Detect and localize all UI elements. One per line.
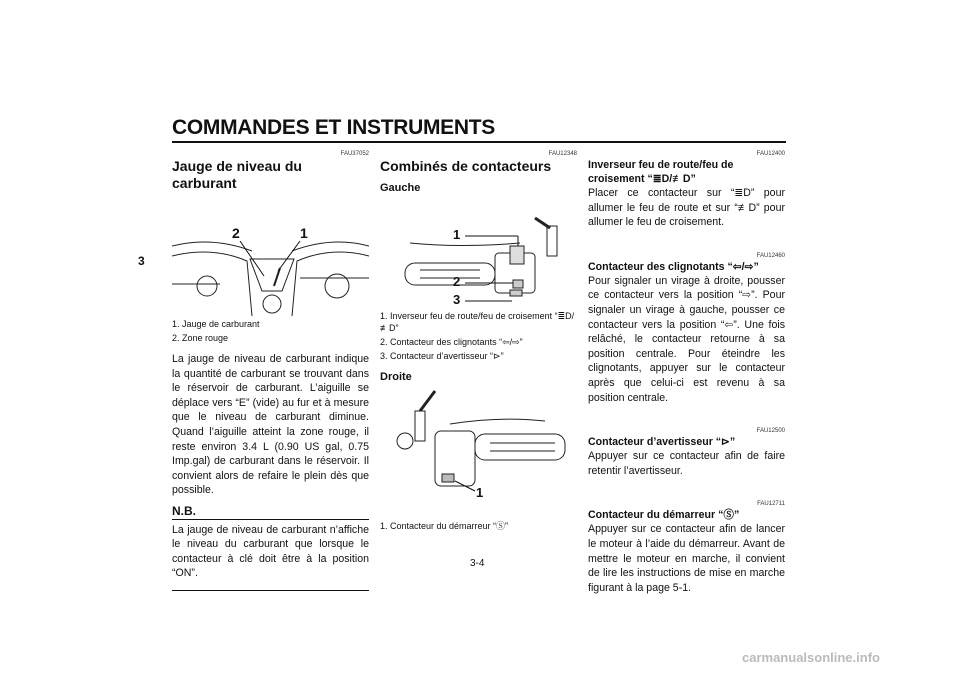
- title-rule: [172, 141, 786, 143]
- left-handlebar-figure: [380, 198, 577, 308]
- caption: 2. Zone rouge: [172, 333, 229, 343]
- section-code: FAU12500: [756, 428, 785, 435]
- body-text: Appuyer sur ce contacteur afin de faire retentir l’avertisseur.: [588, 450, 785, 477]
- nb-end-rule: [172, 590, 369, 591]
- subheading-right: Droite: [380, 370, 412, 383]
- caption: 1. Jauge de carburant: [172, 319, 260, 329]
- left-column: [172, 150, 369, 591]
- section-code: FAU37052: [340, 151, 369, 157]
- nb-heading: [172, 504, 369, 520]
- section-high-low-beam: [588, 150, 785, 230]
- page-title: COMMANDES ET INSTRUMENTS: [172, 116, 495, 139]
- middle-column: [380, 150, 577, 534]
- callout-1: 1: [300, 225, 308, 241]
- callout-1: 1: [476, 485, 484, 501]
- callout-3: 3: [453, 291, 461, 307]
- fuel-gauge-figure: [172, 196, 369, 316]
- subheading-left: Gauche: [380, 182, 421, 194]
- section-heading: Contacteur du démarreur “Ⓢ”: [588, 509, 740, 522]
- section-turn-signal: [588, 252, 785, 405]
- section-code: FAU12348: [548, 151, 577, 157]
- callout-2: 2: [232, 225, 240, 241]
- left-handlebar-illustration: [380, 198, 577, 308]
- watermark: carmanualsonline.info: [742, 650, 880, 665]
- body-text: Appuyer sur ce contacteur afin de lancer le moteur à l’aide du démarreur. Avant de mettre le moteur en marche, il convient de lire les instructions de mise en marche figurant à la page 5-1.: [588, 523, 785, 594]
- section-horn: [588, 427, 785, 478]
- section-code: FAU12460: [756, 252, 785, 259]
- nb-label: N.B.: [172, 503, 196, 518]
- section-heading: Inverseur feu de route/feu de croisement “≣D/≢D”: [588, 159, 734, 185]
- body-text: Pour signaler un virage à droite, pousser ce contacteur vers la position “⇨”. Pour signaler un virage à gauche, pousser ce contacteur vers la position “⇦”. Une fois relâché, le contacteur retourne à sa position centrale. Pour éteindre les clignotants, appuyer sur le contacteur après que celui-ci est revenu à sa position centrale.: [588, 274, 785, 404]
- caption: 1. Inverseur feu de route/feu de croisement “≣D/≢D”: [380, 310, 575, 333]
- body-text: Placer ce contacteur sur “≣D” pour allumer le feu de route et sur “≢D” pour allumer le feu de croisement.: [588, 187, 785, 229]
- callout-1: 1: [453, 226, 461, 242]
- section-code: FAU12400: [756, 151, 785, 157]
- chapter-tab: 3: [138, 254, 145, 268]
- section-heading: Combinés de contacteurs: [380, 158, 552, 174]
- callout-2: 2: [453, 273, 461, 289]
- nb-text: La jauge de niveau de carburant n’affiche le niveau du carburant que lorsque le contacteur à clé doit être à la position “ON”.: [172, 523, 369, 580]
- section-heading: Contacteur d’avertisseur “⊳”: [588, 436, 736, 449]
- section-code: FAU12711: [757, 501, 785, 508]
- section-heading: Contacteur des clignotants “⇦/⇨”: [588, 260, 759, 273]
- caption: 2. Contacteur des clignotants “⇦/⇨”: [380, 336, 523, 347]
- instrument-cluster-illustration: [172, 196, 369, 316]
- section-starter: [588, 500, 785, 595]
- right-handlebar-figure: [380, 386, 577, 518]
- caption: 3. Contacteur d’avertisseur “⊳”: [380, 350, 504, 361]
- body-text: La jauge de niveau de carburant indique la quantité de carburant se trouvant dans le réservoir de carburant. L’aiguille se déplace vers “E” (vide) au fur et à mesure que le niveau de carburant diminue. Quand l’aiguille atteint la zone rouge, il reste environ 3.4 L (0.90 US gal, 0.75 Imp.gal) de carburant dans le réservoir. Il convient alors de refaire le plein dès que possible.: [172, 353, 369, 497]
- right-column: [588, 150, 785, 595]
- section-heading: Jauge de niveau du carburant: [172, 158, 302, 191]
- page-number: 3-4: [470, 558, 485, 569]
- caption: 1. Contacteur du démarreur “Ⓢ”: [380, 521, 509, 532]
